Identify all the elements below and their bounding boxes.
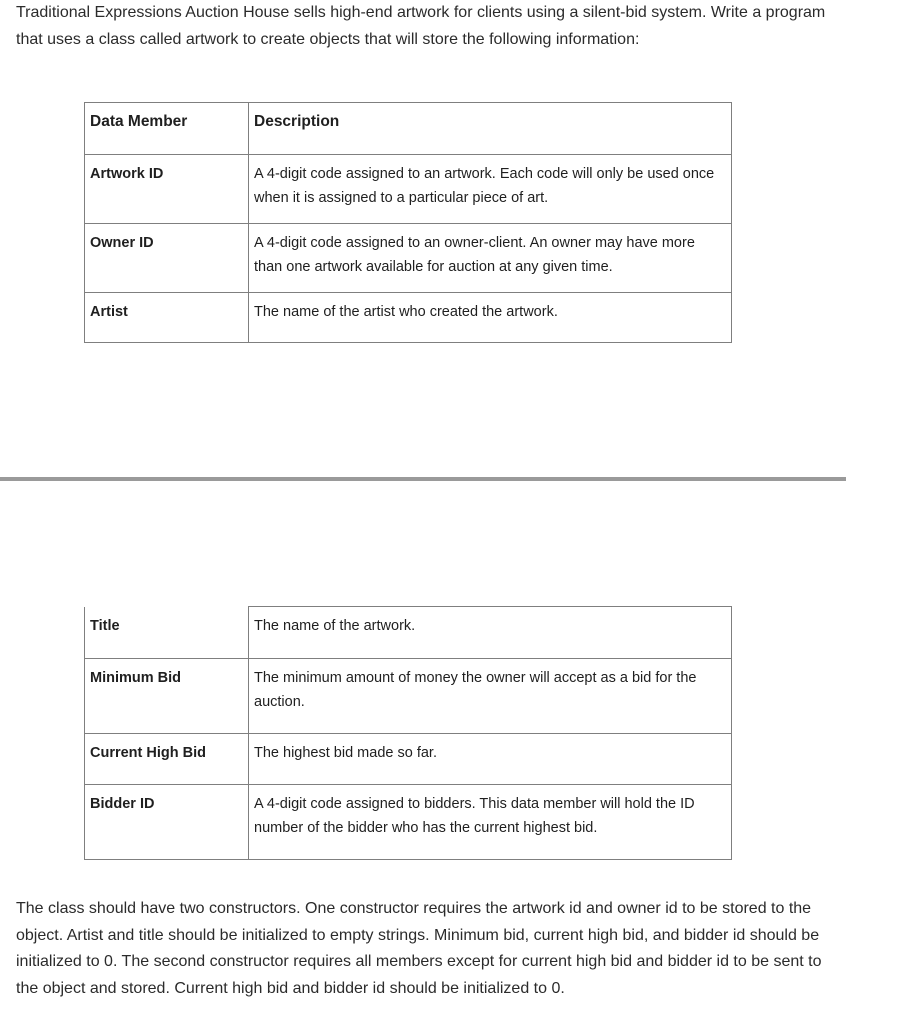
member-cell: Bidder ID (85, 785, 249, 860)
description-cell: The highest bid made so far. (249, 734, 732, 785)
table-row (85, 785, 732, 860)
data-member-table-top (84, 102, 732, 343)
intro-paragraph: Traditional Expressions Auction House sells high-end artwork for clients using a silent-bid system. Write a program that uses a class called artwork to create objects that will store the following information: (16, 4, 826, 48)
table-row (85, 659, 732, 734)
description-cell: A 4-digit code assigned to an artwork. Each code will only be used once when it is assigned to a particular piece of art. (249, 155, 732, 224)
description-cell: The name of the artist who created the artwork. (249, 293, 732, 343)
member-cell: Current High Bid (85, 734, 249, 785)
outro-paragraph: The class should have two constructors. One constructor requires the artwork id and owner id to be stored to the object. Artist and title should be initialized to empty strings. Minimum bid, current high bid, and bidder id should be initialized to 0. The second constructor requires all members except for current high bid and bidder id to be sent to the object and stored. Current high bid and bidder id should be initialized to 0. (16, 900, 822, 997)
table-row (85, 224, 732, 293)
member-cell: Owner ID (85, 224, 249, 293)
description-cell: The minimum amount of money the owner will accept as a bid for the auction. (249, 659, 732, 734)
page-divider (0, 477, 846, 481)
header-description: Description (249, 103, 732, 155)
description-cell: A 4-digit code assigned to an owner-client. An owner may have more than one artwork available for auction at any given time. (249, 224, 732, 293)
data-member-table-bottom (84, 606, 732, 860)
table-header-row (85, 103, 732, 155)
member-cell: Artist (85, 293, 249, 343)
description-cell: The name of the artwork. (249, 607, 732, 659)
member-cell: Title (85, 607, 249, 659)
member-cell: Minimum Bid (85, 659, 249, 734)
table-row (85, 607, 732, 659)
table-row (85, 293, 732, 343)
table-row (85, 155, 732, 224)
member-cell: Artwork ID (85, 155, 249, 224)
description-cell: A 4-digit code assigned to bidders. This data member will hold the ID number of the bidder who has the current highest bid. (249, 785, 732, 860)
header-data-member: Data Member (85, 103, 249, 155)
table-row (85, 734, 732, 785)
